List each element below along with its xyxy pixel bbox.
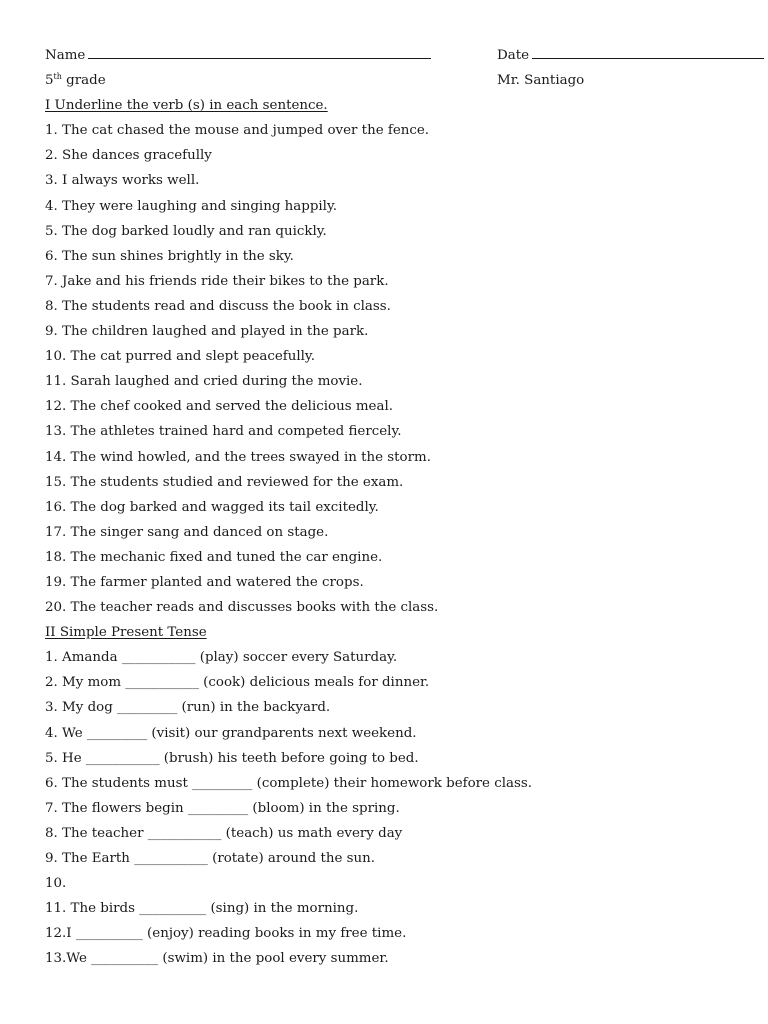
list-item: 6. The students must _________ (complete) their homework before class. [45,775,533,791]
list-item: 5. The dog barked loudly and ran quickly. [45,223,327,239]
list-item: 19. The farmer planted and watered the crops. [45,574,364,590]
date-blank[interactable] [532,44,764,59]
section1-title: I Underline the verb (s) in each sentence. [45,98,328,114]
list-item: 3. I always works well. [45,173,200,189]
list-item: 9. The Earth ___________ (rotate) around the sun. [45,851,376,866]
grade-suffix: th [53,72,62,82]
grade-number: 5 [45,73,54,89]
list-item: 1. The cat chased the mouse and jumped over the fence. [45,123,430,139]
list-item: 7. Jake and his friends ride their bikes to the park. [45,273,389,289]
list-item: 17. The singer sang and danced on stage. [45,524,329,540]
section2-title: II Simple Present Tense [45,625,207,641]
list-item: 8. The students read and discuss the book in class. [45,298,391,314]
list-item: 16. The dog barked and wagged its tail excitedly. [45,499,379,515]
list-item: 3. My dog _________ (run) in the backyard. [45,700,331,716]
list-item: 2. My mom ___________ (cook) delicious meals for dinner. [45,675,430,691]
grade-word: grade [61,73,106,89]
list-item: 9. The children laughed and played in the park. [45,324,369,340]
list-item: 13.We __________ (swim) in the pool every summer. [45,951,389,967]
list-item: 4. We _________ (visit) our grandparents next weekend. [45,725,417,741]
name-date-row [45,43,725,68]
name-label: Name [45,48,86,63]
list-item: 13. The athletes trained hard and competed fiercely. [45,424,402,440]
worksheet [45,43,725,971]
name-blank[interactable] [88,44,431,59]
list-item: 8. The teacher ___________ (teach) us math every day [45,825,403,841]
list-item: 15. The students studied and reviewed for the exam. [45,474,404,490]
list-item: 4. They were laughing and singing happily. [45,198,338,214]
list-item: 6. The sun shines brightly in the sky. [45,248,294,264]
list-item: 11. Sarah laughed and cried during the movie. [45,374,363,390]
list-item: 7. The flowers begin _________ (bloom) in the spring. [45,800,400,816]
list-item: 2. She dances gracefully [45,148,212,164]
list-item: 14. The wind howled, and the trees swayed in the storm. [45,449,431,465]
list-item: 1. Amanda ___________ (play) soccer every Saturday. [45,650,398,666]
date-field [497,43,764,68]
section2-list [45,645,725,971]
grade-label [45,73,106,88]
list-item: 12.I __________ (enjoy) reading books in my free time. [45,926,407,942]
list-item: 5. He ___________ (brush) his teeth before going to bed. [45,750,419,766]
section1-list [45,118,725,620]
teacher-name: Mr. Santiago [497,73,585,89]
date-label: Date [497,48,530,63]
list-item: 11. The birds __________ (sing) in the morning. [45,901,359,917]
grade-teacher-row [45,68,725,93]
list-item: 20. The teacher reads and discusses books with the class. [45,600,439,616]
list-item: 10. The cat purred and slept peacefully. [45,349,315,365]
list-item: 12. The chef cooked and served the delicious meal. [45,399,393,415]
list-item: 10. [45,876,67,892]
list-item: 18. The mechanic fixed and tuned the car engine. [45,549,383,565]
